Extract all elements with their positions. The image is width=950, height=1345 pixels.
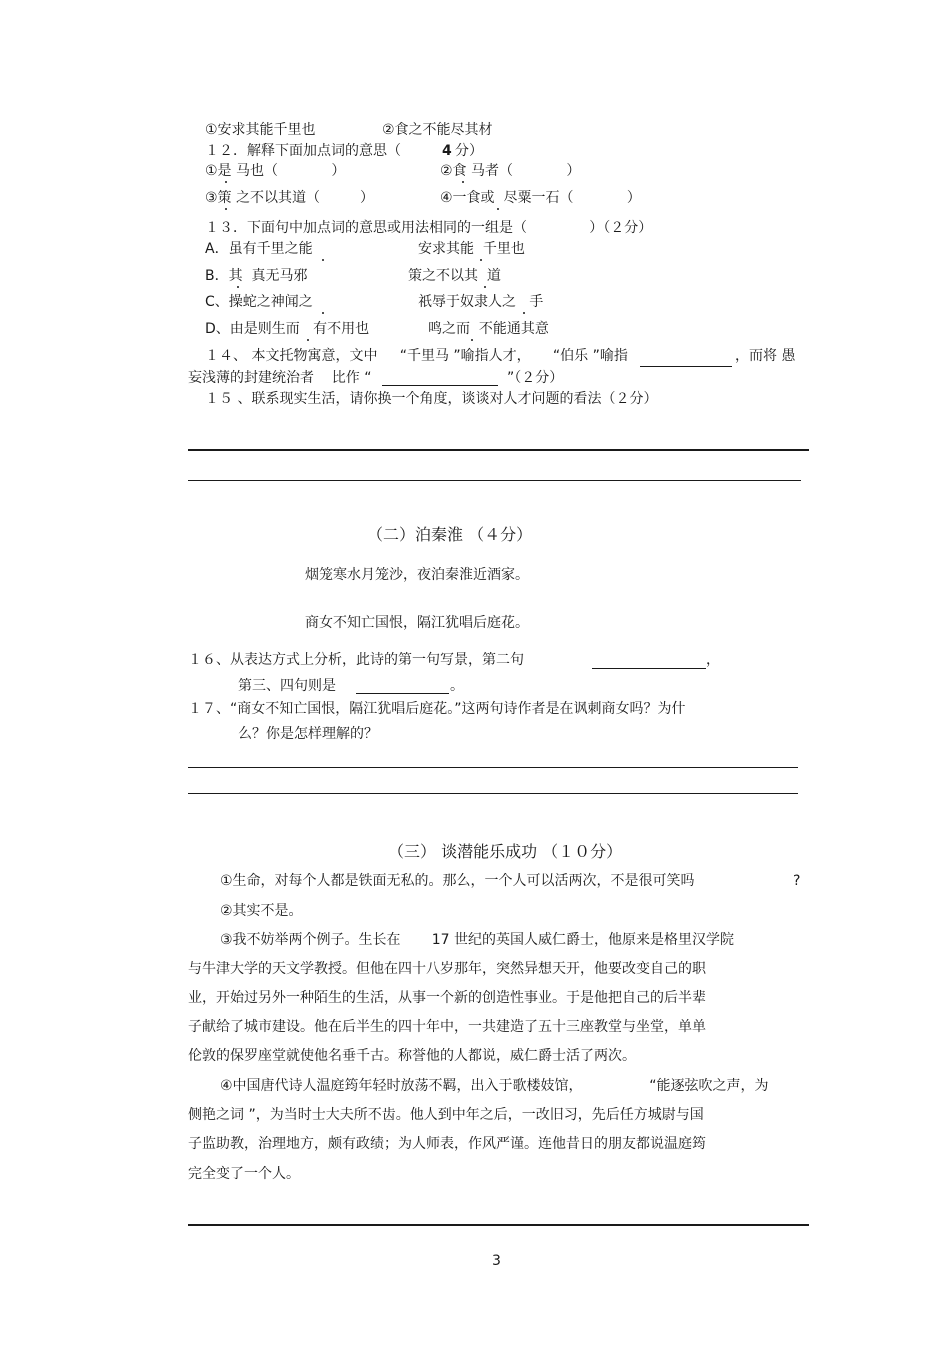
q14-line-1: １４、 本文托物寓意，文中 “千里马 ”喻指人才， “伯乐 ”喻指	[205, 348, 628, 364]
emphasis-dot	[322, 312, 324, 314]
answer-line-thick[interactable]	[188, 449, 809, 451]
q12-score-tail: 分）	[455, 143, 483, 159]
q14-answer-blank-2[interactable]	[382, 385, 498, 386]
essay-paragraph-4-line: ④中国唐代诗人温庭筠年轻时放荡不羁，出入于歌楼妓馆， “能逐弦吹之声，为	[220, 1078, 769, 1094]
q12-item-b: ②食 马者（ ）	[440, 163, 581, 179]
essay-section-title: （三） 谈潜能乐成功 （１０分）	[388, 842, 623, 861]
answer-line[interactable]	[188, 767, 798, 768]
emphasis-dot	[523, 312, 525, 314]
q12-stem: １２．解释下面加点词的意思（	[205, 143, 401, 159]
answer-line[interactable]	[188, 480, 801, 481]
q12-item-a: ①是 马也（ ）	[205, 163, 346, 179]
q13-option-a-right: 安求其能 千里也	[418, 241, 525, 257]
emphasis-dot	[480, 259, 482, 261]
q15-question: １５ 、联系现实生活，请你换一个角度，谈谈对人才问题的看法（２分）	[205, 391, 658, 407]
page-number: 3	[492, 1253, 501, 1269]
poem-line-2: 商女不知亡国恨，隔江犹唱后庭花。	[305, 615, 529, 631]
q13-option-d-right: 鸣之而 不能通其意	[428, 321, 549, 337]
q17-line-1: １７、“商女不知亡国恨，隔江犹唱后庭花。”这两句诗作者是在讽刺商女吗？为什	[188, 701, 686, 717]
q11-option-2: ②食之不能尽其材	[382, 122, 493, 138]
q13-option-c-left: C、操蛇之神闻之	[205, 294, 313, 310]
essay-paragraph-2: ②其实不是。	[220, 903, 303, 919]
emphasis-dot	[484, 286, 486, 288]
q16-line-1-tail: ，	[706, 652, 720, 668]
essay-paragraph-3-line: ③我不妨举两个例子。生长在 17 世纪的英国人威仁爵士，他原来是格里汉学院	[220, 932, 734, 948]
essay-paragraph-1: ①生命，对每个人都是铁面无私的。那么，一个人可以活两次，不是很可笑吗	[220, 873, 695, 889]
q13-stem: １３．下面句中加点词的意思或用法相同的一组是（ ）（２分）	[205, 220, 653, 236]
essay-paragraph-4-line: 完全变了一个人。	[188, 1166, 300, 1182]
q13-option-a-left: A．虽有千里之能	[205, 241, 313, 257]
essay-paragraph-3-line: 与牛津大学的天文学教授。但他在四十八岁那年，突然异想天开，他要改变自己的职	[188, 961, 706, 977]
emphasis-dot	[462, 181, 464, 183]
essay-paragraph-4-line: 侧艳之词 ”，为当时士大夫所不齿。他人到中年之后，一改旧习，先后任方城尉与国	[188, 1107, 704, 1123]
q14-line-1-tail: ，而将 愚	[735, 348, 796, 364]
q12-item-c: ③策 之不以其道（ ）	[205, 190, 375, 206]
emphasis-dot	[225, 181, 227, 183]
essay-paragraph-3-line: 伦敦的保罗座堂就使他名垂千古。称誉他的人都说，威仁爵士活了两次。	[188, 1048, 636, 1064]
section-divider	[188, 1224, 809, 1226]
q13-option-c-right: 祇辱于奴隶人之 手	[418, 294, 544, 310]
q16-line-2: 第三、四句则是	[238, 678, 336, 694]
essay-paragraph-4-line: 子监助教，治理地方，颇有政绩；为人师表，作风严谨。连他昔日的朋友都说温庭筠	[188, 1136, 706, 1152]
emphasis-dot	[307, 339, 309, 341]
q14-line-2-tail: ”（２分）	[507, 370, 564, 386]
poem-section-title: （二）泊秦淮 （４分）	[367, 525, 533, 544]
q16-answer-blank-2[interactable]	[356, 693, 449, 694]
emphasis-dot	[225, 208, 227, 210]
poem-line-1: 烟笼寒水月笼沙，夜泊秦淮近酒家。	[305, 567, 529, 583]
q13-option-b-right: 策之不以其 道	[408, 268, 501, 284]
essay-paragraph-1-tail: ?	[793, 873, 801, 889]
q14-line-2: 妄浅薄的封建统治者 比作 “	[188, 370, 372, 386]
q12-item-d: ④一食或 尽粟一石（ ）	[440, 190, 641, 206]
q16-line-1: １６、从表达方式上分析，此诗的第一句写景，第二句	[188, 652, 524, 668]
emphasis-dot	[237, 286, 239, 288]
emphasis-dot	[471, 339, 473, 341]
q16-line-2-tail: 。	[450, 678, 464, 694]
answer-line[interactable]	[188, 793, 798, 794]
q14-answer-blank-1[interactable]	[640, 366, 732, 367]
essay-paragraph-3-line: 业，开始过另外一种陌生的生活，从事一个新的创造性事业。于是他把自己的后半辈	[188, 990, 706, 1006]
q17-line-2: 么？你是怎样理解的？	[238, 726, 378, 742]
emphasis-dot	[497, 208, 499, 210]
q13-option-b-left: B．其 真无马邪	[205, 268, 308, 284]
q12-score-number: 4	[442, 143, 452, 159]
essay-paragraph-3-line: 子献给了城市建设。他在后半生的四十年中，一共建造了五十三座教堂与坐堂，单单	[188, 1019, 706, 1035]
emphasis-dot	[322, 259, 324, 261]
q16-answer-blank-1[interactable]	[592, 668, 706, 669]
q11-option-1: ①安求其能千里也	[205, 122, 316, 138]
q13-option-d-left: D、由是则生而 有不用也	[205, 321, 370, 337]
